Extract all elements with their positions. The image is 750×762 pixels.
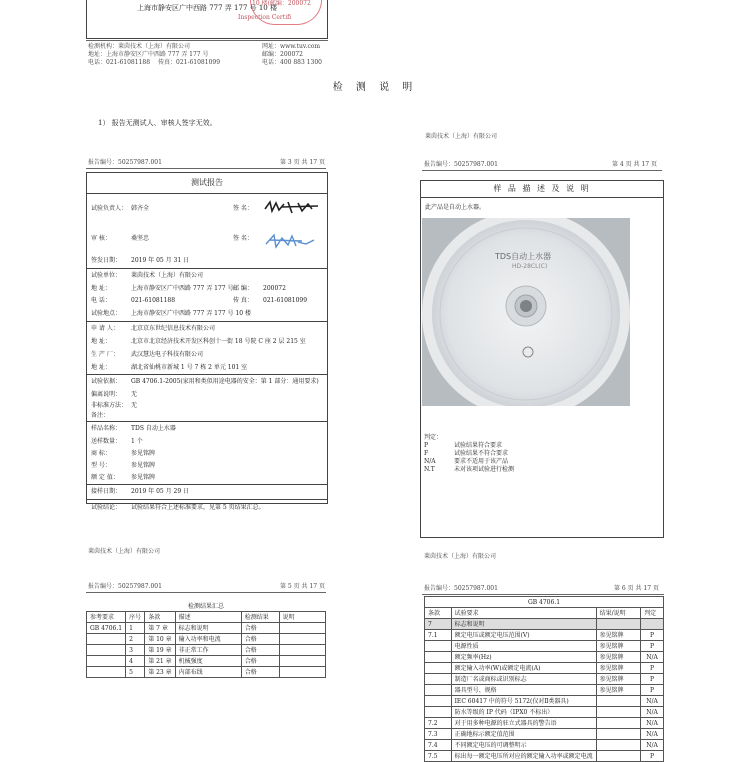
report-number: 报告编号：50257987.001 [88,159,162,166]
divider [86,40,328,41]
page-number: 第 6 页 共 17 页 [614,585,659,592]
table-cell: 额定频率(Hz) [451,652,596,663]
judge-item [424,442,514,450]
page-footer: 莱茵技术（上海）有限公司 [424,553,497,560]
table-cell: 2 [126,634,145,645]
form-row [87,336,327,348]
table-cell: 条款 [145,612,175,623]
table-cell: 非正常工作 [175,645,241,656]
row-value-2: 200072 [263,285,286,292]
row-label-2: 签 名： [233,205,253,212]
table-cell [425,652,452,663]
table-cell: 合格 [241,645,279,656]
report-number: 报告编号：50257987.001 [424,585,498,592]
table-cell: 结果/说明 [596,608,641,619]
table-cell [596,619,641,630]
table-cell [596,729,641,740]
form-row [87,485,327,500]
table-cell [596,707,641,718]
table-row [425,663,664,674]
row-label: 试验结论： [91,504,122,511]
row-label: 备注： [91,412,110,419]
table-cell [596,696,641,707]
row-label: 签发日期： [91,257,122,264]
row-label: 地 址： [91,364,111,371]
report-number: 报告编号：50257987.001 [424,161,498,168]
product-model: HD-28CL(C) [512,263,548,270]
table-cell: P [641,630,664,641]
row-label: 生 产 厂： [91,351,119,358]
stamp-address: 上海市静安区广中西路 777 弄 177 号 10 楼 [137,4,277,12]
row-value: 湖北省仙桃市新城 1 号 7 栋 2 单元 101 室 [131,364,248,371]
table-cell: P [641,751,664,762]
row-label: 试验负责人： [91,205,128,212]
row-label: 送样数量： [91,438,122,445]
divider [422,170,662,171]
table-row [425,740,664,751]
table-cell: P [641,641,664,652]
company-header: 莱茵技术（上海）有限公司 [425,133,498,140]
table-cell: 第 10 章 [145,634,175,645]
judge-key: F [424,450,429,457]
signature-1 [262,199,322,215]
row-label: 申 请 人： [91,325,119,332]
table-cell: 标志和说明 [451,619,596,630]
form-row [87,375,327,389]
table-cell: 合格 [241,656,279,667]
table-cell: 合格 [241,667,279,678]
footer-right: 网址：www.tuv.com 邮编：200072 电话：400 883 1300 [262,43,322,66]
row-value: 韩齐全 [131,205,150,212]
form-row [87,401,327,411]
table-row [425,619,664,630]
row-value: 021-61081188 [131,297,176,304]
form-row [87,436,327,448]
stamp-ring-text: Inspection Certifi [238,14,292,21]
form-row [87,269,327,283]
table-cell: N/A [641,740,664,751]
page-title: 检 测 说 明 [332,82,418,93]
row-value: GB 4706.1-2005(家用和类似用途电器的安全：第 1 部分：通用要求) [131,378,319,385]
table-cell: 防水等级的 IP 代码（IPX0 不标出） [451,707,596,718]
footer-left: 检测机构：莱茵技术（上海）有限公司 地址：上海市静安区广中西路 777 弄 177 号 电话：021-61081188 [88,43,209,66]
table-cell: 电源性质 [451,641,596,652]
row-value: 北京京东世纪信息技术有限公司 [131,325,216,332]
table-row [425,630,664,641]
table-row [425,707,664,718]
judge-key: P [424,442,429,449]
note-text: 1） 报告无测试人、审核人签字无效。 [98,119,217,127]
row-label: 试验地点： [91,310,122,317]
table-cell [596,740,641,751]
row-label: 审 核： [91,235,111,242]
page-number: 第 3 页 共 17 页 [280,159,325,166]
table-cell: 试验要求 [451,608,596,619]
table-cell [87,634,126,645]
row-value: 北京市北京经济技术开发区科创十一街 18 号院 C 座 2 层 215 室 [131,338,306,345]
form-row [87,472,327,485]
divider [86,168,326,169]
table-cell: 机械强度 [175,656,241,667]
table-cell [279,623,325,634]
table-cell [279,634,325,645]
judge-desc: 未对该项试验进行检测 [454,466,515,473]
row-label: 地 址： [91,338,111,345]
judge-desc: 要求不适用于该产品 [454,458,509,465]
row-value: 无 [131,391,138,398]
row-label: 样品名称： [91,425,122,432]
row-value: 桑坚忠 [131,235,150,242]
judge-key: N/A [424,458,436,465]
table-cell [87,645,126,656]
form-row [87,254,327,269]
table-cell: 标出每一额定电压所对应的额定输入功率或额定电流 [451,751,596,762]
table-cell: 条款 [425,608,452,619]
table-cell: 7.2 [425,718,452,729]
form-row [87,389,327,401]
table-cell: 标志和说明 [175,623,241,634]
form-row [87,348,327,362]
table-cell: 3 [126,645,145,656]
table-cell: N/A [641,729,664,740]
standard-cell: GB 4706.1 [425,597,664,608]
judge-desc: 试验结果不符合要求 [454,450,509,457]
table-cell [596,751,641,762]
results-summary-table [86,611,326,678]
form-row [87,460,327,472]
table-cell: 输入功率和电流 [175,634,241,645]
test-requirements-table [424,596,664,762]
table-cell [279,645,325,656]
table-cell: N/A [641,718,664,729]
row-value: 上海市静安区广中西路 777 弄 177 号 10 楼 [131,310,251,317]
row-label: 电 话： [91,297,111,304]
row-label: 试验依据： [91,378,122,385]
footer-mid: 传真：021-61081099 [158,59,221,66]
description-text: 此产品是自动上水器。 [425,204,486,211]
table-cell: 7 [425,619,452,630]
row-value: 试验结果符合上述标准要求，见第 5 页结果汇总。 [131,504,265,511]
table-cell [425,707,452,718]
table-row [425,674,664,685]
table-cell: 参见铭牌 [596,652,641,663]
row-label: 接样日期： [91,488,122,495]
table-cell: 对于用多种电源的驻立式器具的警告语 [451,718,596,729]
table-cell: N/A [641,707,664,718]
table-cell: 判定 [641,608,664,619]
table-cell: 参见铭牌 [596,685,641,696]
table-header [425,608,664,619]
page-footer: 莱茵技术（上海）有限公司 [88,548,161,555]
table-cell [279,656,325,667]
table-cell: P [641,663,664,674]
table-cell [596,718,641,729]
table-row [425,729,664,740]
form-row [87,295,327,307]
form-title: 测试报告 [87,173,327,194]
form-row [87,500,327,516]
table-cell: 参见铭牌 [596,663,641,674]
table-header [87,612,326,623]
row-label: 地 址： [91,285,111,292]
judge-item [424,458,514,466]
table-cell: 7.1 [425,630,452,641]
product-label: TDS自动上水器 [495,252,552,261]
row-value: 武汉慧达电子科技有限公司 [131,351,204,358]
form-row [87,283,327,295]
row-value: 参见铭牌 [131,474,156,481]
row-label-2: 邮 编： [233,285,253,292]
form-row [87,448,327,460]
table-cell: 参见铭牌 [596,674,641,685]
judge-desc: 试验结果符合要求 [454,442,503,449]
table-cell: 内部布线 [175,667,241,678]
row-label: 型 号： [91,462,111,469]
table-cell [425,641,452,652]
table-row [425,718,664,729]
table-title: 检测结果汇总 [187,603,224,610]
row-value: 参见铭牌 [131,462,156,469]
divider [422,594,664,595]
form-row [87,307,327,322]
table-cell: P [641,674,664,685]
row-value: 上海市静安区广中西路 777 弄 177 号 [131,285,234,292]
judge-key: N.T [424,466,435,473]
table-cell: 检测结果 [241,612,279,623]
table-row [87,667,326,678]
form-row [87,411,327,422]
product-photo [422,218,630,406]
judge-item [424,466,514,474]
judge-legend [424,442,514,474]
form-row [87,322,327,336]
row-label-2: 传 真： [233,297,253,304]
table-cell: 说明 [279,612,325,623]
table-row [425,685,664,696]
table-row [425,641,664,652]
table-cell: 7.4 [425,740,452,751]
judge-title: 判定： [424,434,443,441]
table-cell: 参见铭牌 [596,641,641,652]
form-row [87,362,327,375]
page-number: 第 5 页 共 17 页 [280,583,325,590]
table-cell: 第 23 章 [145,667,175,678]
stamp-partial: 10 楼(邮编：200072 [252,0,311,7]
judge-item [424,450,514,458]
row-value: 2019 年 05 月 29 日 [131,488,190,495]
row-label: 非标准方法： [91,402,128,409]
table-cell: 正确地标示额定值范围 [451,729,596,740]
row-value: 无 [131,402,138,409]
row-value-2: 021-61081099 [263,297,308,304]
table-cell: 4 [126,656,145,667]
table-cell [425,663,452,674]
table-cell: 5 [126,667,145,678]
table-cell: 参见铭牌 [596,630,641,641]
table-cell: 不同额定电压的可调整明示 [451,740,596,751]
table-cell: N/A [641,652,664,663]
row-label-2: 签 名： [233,235,253,242]
form-row [87,422,327,436]
divider [86,592,326,593]
row-value: 2019 年 05 月 31 日 [131,257,190,264]
row-label: 试验单位： [91,272,122,279]
table-cell: 描述 [175,612,241,623]
table-cell: 参考要求 [87,612,126,623]
table-cell: GB 4706.1 [87,623,126,634]
table-cell: 制造厂名或商标或识别标志 [451,674,596,685]
row-label: 偏离说明： [91,391,122,398]
section-title: 样 品 描 述 及 说 明 [421,181,663,198]
table-cell [425,674,452,685]
table-row [87,623,326,634]
table-row [87,634,326,645]
table-cell: 额定电压或额定电压范围(V) [451,630,596,641]
table-cell: 序号 [126,612,145,623]
report-number: 报告编号：50257987.001 [88,583,162,590]
table-cell: 7.3 [425,729,452,740]
table-cell: 合格 [241,634,279,645]
row-value: 参见铭牌 [131,450,156,457]
table-row [425,652,664,663]
row-value: 莱茵技术（上海）有限公司 [131,272,204,279]
table-row [425,751,664,762]
table-cell [425,685,452,696]
table-row [87,645,326,656]
row-label: 额 定 值： [91,474,119,481]
table-cell: 合格 [241,623,279,634]
signature-2 [262,232,322,250]
table-cell: N/A [641,696,664,707]
table-cell: 7.5 [425,751,452,762]
report-form [86,172,328,511]
table-cell: 器具型号、规格 [451,685,596,696]
table-row [87,656,326,667]
table-cell: P [641,685,664,696]
table-cell: 额定输入功率(W)或额定电流(A) [451,663,596,674]
table-cell [279,667,325,678]
row-label: 商 标： [91,450,111,457]
row-value: 1 个 [131,438,143,445]
table-cell [641,619,664,630]
table-cell: 第 7 章 [145,623,175,634]
table-cell [425,696,452,707]
table-standard-row [425,597,664,608]
table-cell [87,656,126,667]
page-number: 第 4 页 共 17 页 [612,161,657,168]
table-cell: 1 [126,623,145,634]
row-value: TDS 自动上水器 [131,425,176,432]
table-cell: 第 19 章 [145,645,175,656]
table-row [425,696,664,707]
table-cell: 第 21 章 [145,656,175,667]
table-cell: IEC 60417 中的符号 5172(仅对Ⅱ类器具) [451,696,596,707]
table-cell [87,667,126,678]
